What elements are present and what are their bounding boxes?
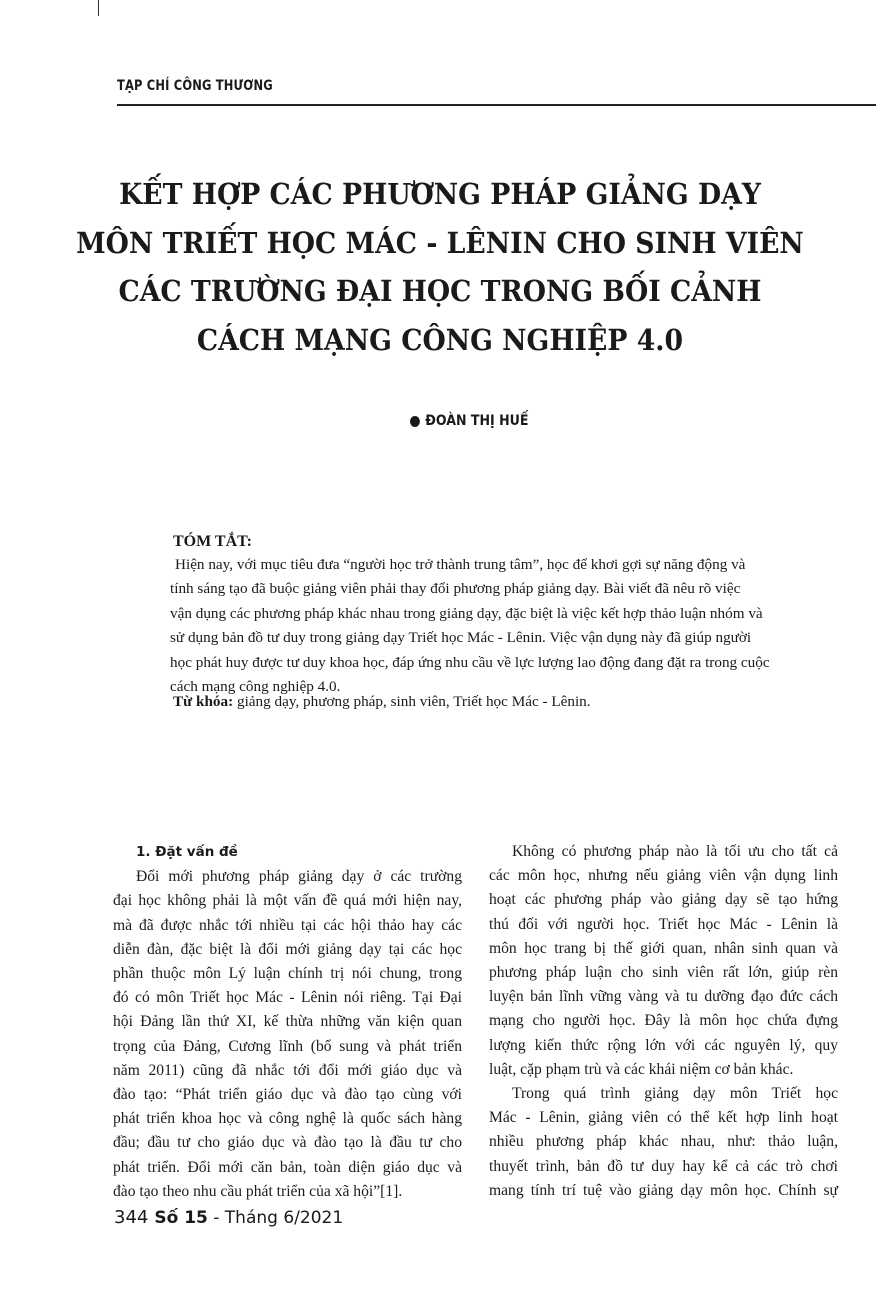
body-line: trọng của Đảng, Cương lĩnh (bổ sung và phát triển <box>113 1037 462 1055</box>
keywords-label: Từ khóa: <box>173 693 234 710</box>
author-byline <box>410 413 529 429</box>
body-line: hoạt các phương pháp vào giảng dạy sẽ tạo hứng <box>489 891 838 909</box>
journal-name: TẠP CHÍ CÔNG THƯƠNG <box>117 78 273 94</box>
body-line: luật, cặp phạm trù và các khái niệm cơ bản khác. <box>489 1060 794 1078</box>
body-line: mang tính trí tuệ vào giảng dạy môn học. Chính sự <box>489 1181 838 1199</box>
body-line: phát triển. Đổi mới căn bản, toàn diện giáo dục và <box>113 1158 462 1176</box>
title-line: KẾT HỢP CÁC PHƯƠNG PHÁP GIẢNG DẠY <box>119 177 761 211</box>
body-line: Trong quá trình giảng dạy môn Triết học <box>512 1085 838 1103</box>
title-line: CÁC TRƯỜNG ĐẠI HỌC TRONG BỐI CẢNH <box>118 274 762 308</box>
abstract-line: Hiện nay, với mục tiêu đưa “người học trở thành trung tâm”, học để khơi gợi sự năng động và <box>175 556 746 573</box>
body-line: mạng cho người học. Đây là môn học chứa đựng <box>489 1012 838 1030</box>
issue-number: Số 15 <box>154 1208 208 1228</box>
page-number: 344 <box>114 1207 149 1228</box>
section-heading: 1. Đặt vấn đề <box>136 844 238 860</box>
body-line: lượng kiến thức rộng lớn với các nguyên lý, quy <box>489 1036 838 1054</box>
body-line: đào tạo theo nhu cầu phát triển của xã hội”[1]. <box>113 1182 403 1200</box>
abstract-heading: TÓM TẮT: <box>173 533 252 550</box>
body-line: các môn học, nhưng nếu giảng viên vận dụng linh <box>489 867 838 885</box>
abstract-line: tính sáng tạo đã buộc giảng viên phải thay đổi phương pháp giảng dạy. Bài viết đã nêu rõ việc <box>170 580 741 598</box>
body-line: thú đối với người học. Triết học Mác - Lênin là <box>489 915 838 933</box>
keywords-text: giảng dạy, phương pháp, sinh viên, Triết học Mác - Lênin. <box>233 693 591 710</box>
abstract-text <box>170 553 833 699</box>
body-line: thuyết trình, bản đồ tư duy hay kể cả các trò chơi <box>489 1157 838 1175</box>
bullet-icon <box>410 416 420 427</box>
title-line: MÔN TRIẾT HỌC MÁC - LÊNIN CHO SINH VIÊN <box>76 225 804 260</box>
body-line: diễn đàn, đặc biệt là đổi mới giảng dạy tại các học <box>113 940 462 958</box>
body-line: nhiều phương pháp khác nhau, như: thảo luận, <box>489 1133 838 1151</box>
body-column-right <box>489 840 838 1203</box>
body-line: phần thuộc môn Lý luận chính trị nói chung, trong <box>113 965 462 983</box>
author-name: ĐOÀN THỊ HUẾ <box>425 413 529 429</box>
body-line: đào tạo: “Phát triển giáo dục và đào tạo cùng với <box>113 1086 462 1104</box>
body-line: môn học trang bị thế giới quan, nhân sinh quan và <box>489 939 838 957</box>
body-line: đó có môn Triết học Mác - Lênin nói riêng. Tại Đại <box>113 989 462 1007</box>
body-line: phát triển khoa học và công nghệ là quốc sách hàng <box>113 1110 462 1128</box>
body-line: luyện bản lĩnh vững vàng và tu dưỡng đạo đức cách <box>489 988 838 1006</box>
article-title <box>40 170 840 364</box>
body-line: hội Đảng lần thứ XI, kế thừa những văn kiện quan <box>113 1013 462 1031</box>
title-line: CÁCH MẠNG CÔNG NGHIỆP 4.0 <box>196 322 684 357</box>
abstract-line: cách mạng công nghiệp 4.0. <box>170 678 341 696</box>
body-column-left <box>113 840 462 1204</box>
keywords <box>173 693 591 711</box>
body-line: Không có phương pháp nào là tối ưu cho tất cả <box>512 843 838 860</box>
body-line: mà đã được nhắc tới nhiều tại các hội thảo hay các <box>113 916 462 934</box>
body-line: đầu; đầu tư cho giáo dục và đào tạo là đầu tư cho <box>113 1134 462 1152</box>
page-footer <box>114 1207 343 1228</box>
body-line: Đổi mới phương pháp giảng dạy ở các trường <box>136 868 462 886</box>
abstract-line: học phát huy được tư duy khoa học, đáp ứng nhu cầu về lực lượng lao động đang đặt ra trong cuộc <box>170 653 770 671</box>
header-rule <box>117 104 876 106</box>
crop-mark <box>98 0 99 16</box>
body-line: phương pháp luận cho sinh viên rất lớn, giúp rèn <box>489 964 838 982</box>
body-line: Mác - Lênin, giảng viên có thể kết hợp linh hoạt <box>489 1109 838 1127</box>
abstract-line: sử dụng bản đồ tư duy trong giảng dạy Triết học Mác - Lênin. Việc vận dụng này đã giúp người <box>170 629 752 647</box>
body-line: năm 2011) cũng đã nhắc tới đổi mới giáo dục và <box>113 1061 462 1079</box>
issue-date: - Tháng 6/2021 <box>207 1208 344 1228</box>
body-line: đại học không phải là một vấn đề quá mới hiện nay, <box>113 892 462 910</box>
abstract-line: vận dụng các phương pháp khác nhau trong giảng dạy, đặc biệt là việc kết hợp thảo luận nhóm và <box>170 604 763 622</box>
